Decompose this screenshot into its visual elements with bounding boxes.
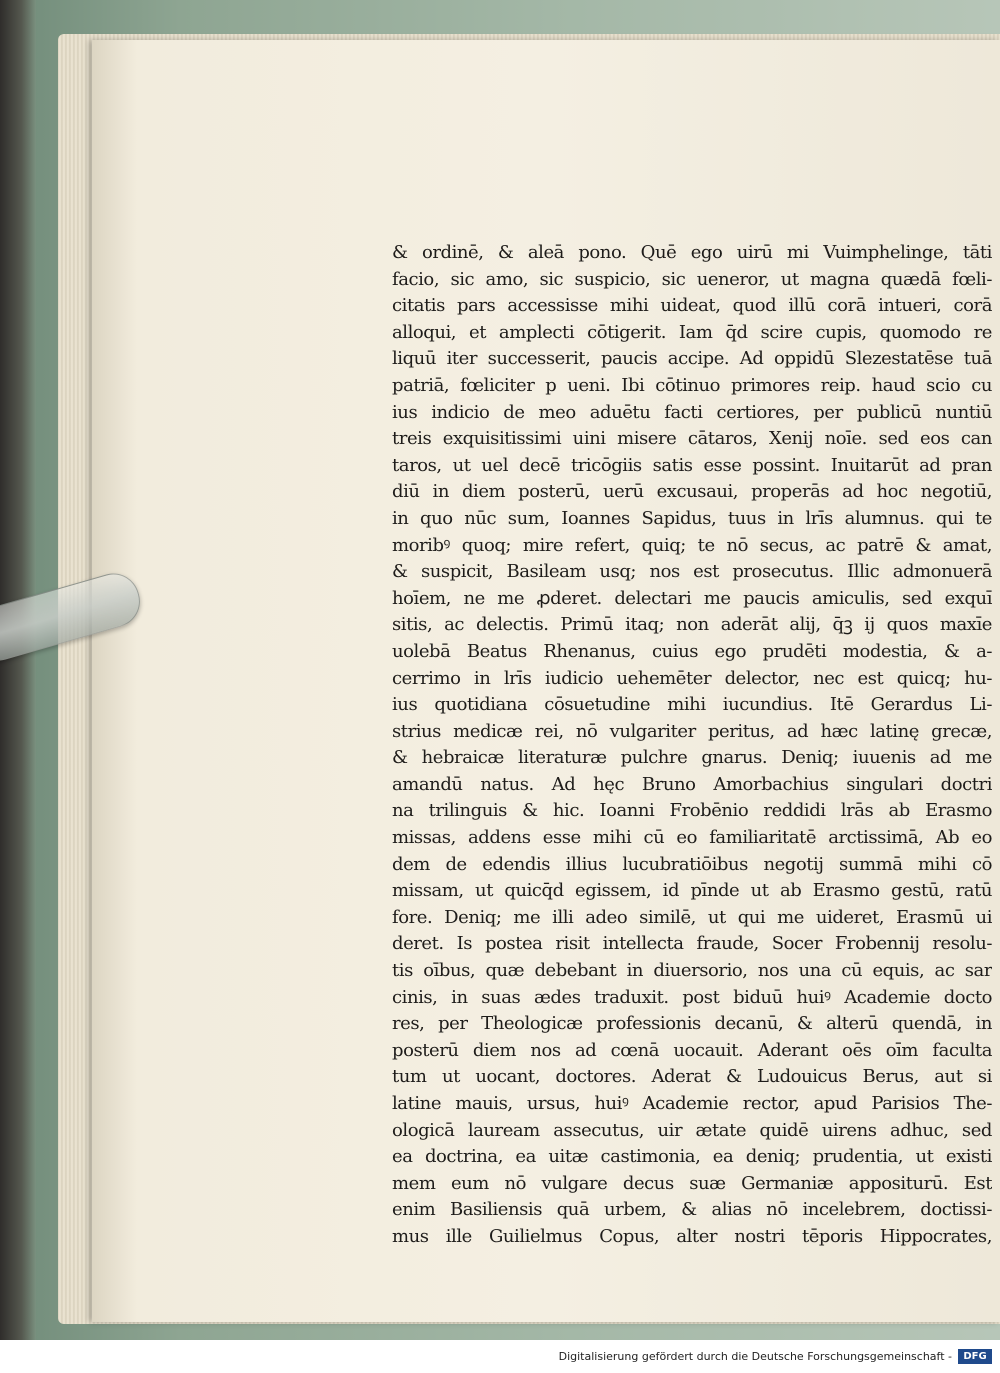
footer-bar [0,1340,1000,1373]
text-line: ius indicio de meo aduētu facti certiores, per publicū nuntiū [392,401,992,423]
text-line: moribꝰ quoq; mire refert, quiq; te nō secus, ac patrē & amat, [392,534,992,556]
text-line: deret. Is postea risit intellecta fraude, Socer Frobennij resolu- [392,933,992,955]
text-line: ius quotidiana cōsuetudine mihi iucundius. Itē Gerardus Li- [392,694,992,716]
text-line: uolebā Beatus Rhenanus, cuius ego prudēti modestia, & a- [392,640,992,662]
text-line: in quo nūc sum, Ioannes Sapidus, tuus in lrīs alumnus. qui te [392,507,992,529]
text-line: missam, ut quicq̄d egissem, id pīnde ut ab Erasmo gestū, ratū [392,880,992,902]
text-line: cerrimo in lrīs iudicio uehemēter delector, nec est quicq; hu- [392,667,992,689]
text-line: & ordinē, & aleā pono. Quē ego uirū mi Vuimphelinge, tāti [392,242,992,263]
text-line: strius medicæ rei, nō vulgariter peritus, ad hæc latinę grecæ, [392,720,992,742]
text-line: sitis, ac delectis. Primū itaq; non aderāt alij, q̄ꝫ ij quos maxīe [392,614,992,636]
text-line: enim Basiliensis quā urbem, & alias nō incelebrem, doctissi- [392,1199,992,1221]
text-line: & suspicit, Basileam usq; nos est prosecutus. Illic admonuerā [392,561,992,583]
text-line: taros, ut uel decē tricōgiis satis esse possint. Inuitarūt ad pran [392,454,992,476]
text-line: facio, sic amo, sic suspicio, sic ueneror, ut magna quædā fœli- [392,268,992,290]
funding-credit: Digitalisierung gefördert durch die Deutsche Forschungsgemeinschaft - [558,1350,952,1363]
text-line: mem eum nō vulgare decus suæ Germaniæ appositurū. Est [392,1172,992,1194]
text-line: citatis pars accessisse mihi uideat, quod illū corā intueri, corā [392,295,992,317]
text-line: tum ut uocant, doctores. Aderat & Ludouicus Berus, aut si [392,1066,992,1088]
text-line: tis oībus, quæ debebant in diuersorio, nos una cū equis, ac sar [392,960,992,982]
text-line: treis exquisitissimi uini misere cātaros, Xenij noīe. sed eos can [392,428,992,450]
dfg-logo: DFG [958,1349,992,1364]
text-line: missas, addens esse mihi cū eo familiaritatē arctissimā, Ab eo [392,827,992,849]
text-line: cinis, in suas ædes traduxit. post biduū huiꝰ Academie docto [392,986,992,1008]
text-line: latine mauis, ursus, huiꝰ Academie rector, apud Parisios The- [392,1093,992,1114]
text-line: patriā, fœliciter p ueni. Ibi cōtinuo primores reip. haud scio cu [392,374,992,396]
text-line: fore. Deniq; me illi adeo similē, ut qui me uideret, Erasmū ui [392,906,992,928]
text-line: ea doctrina, ea uitæ castimonia, ea deniq; prudentia, ut existi [392,1146,992,1168]
text-line: alloqui, et amplecti cōtigerit. Iam q̄d scire cupis, quomodo re [392,321,992,343]
text-line: mus ille Guilielmus Copus, alter nostri tēporis Hippocrates, [392,1225,992,1247]
text-line: res, per Theologicæ professionis decanū, & alterū quendā, in [392,1013,992,1035]
text-block [392,240,992,1247]
text-line: ologicā lauream assecutus, uir ætate quidē uirens adhuc, sed [392,1119,992,1141]
text-line: dem de edendis illius lucubratiōibus negotij summā mihi cō [392,853,992,875]
text-line: diū in diem posterū, uerū excusaui, properās ad hoc negotiū, [392,481,992,503]
text-line: posterū diem nos ad cœnā uocauit. Aderant oēs oīm faculta [392,1039,992,1061]
text-line: na trilinguis & hic. Ioanni Frobēnio reddidi lrās ab Erasmo [392,800,992,822]
text-line: hoīem, ne me ꝓderet. delectari me paucis amiculis, sed exquī [392,587,992,609]
text-line: liquū iter successerit, paucis accipe. Ad oppidū Slezestatēse tuā [392,348,992,370]
cover-edge [0,0,36,1340]
text-line: amandū natus. Ad hęc Bruno Amorbachius singulari doctri [392,773,992,795]
text-line: & hebraicæ literaturæ pulchre gnarus. Deniq; iuuenis ad me [392,747,992,769]
book-page [92,40,1000,1322]
